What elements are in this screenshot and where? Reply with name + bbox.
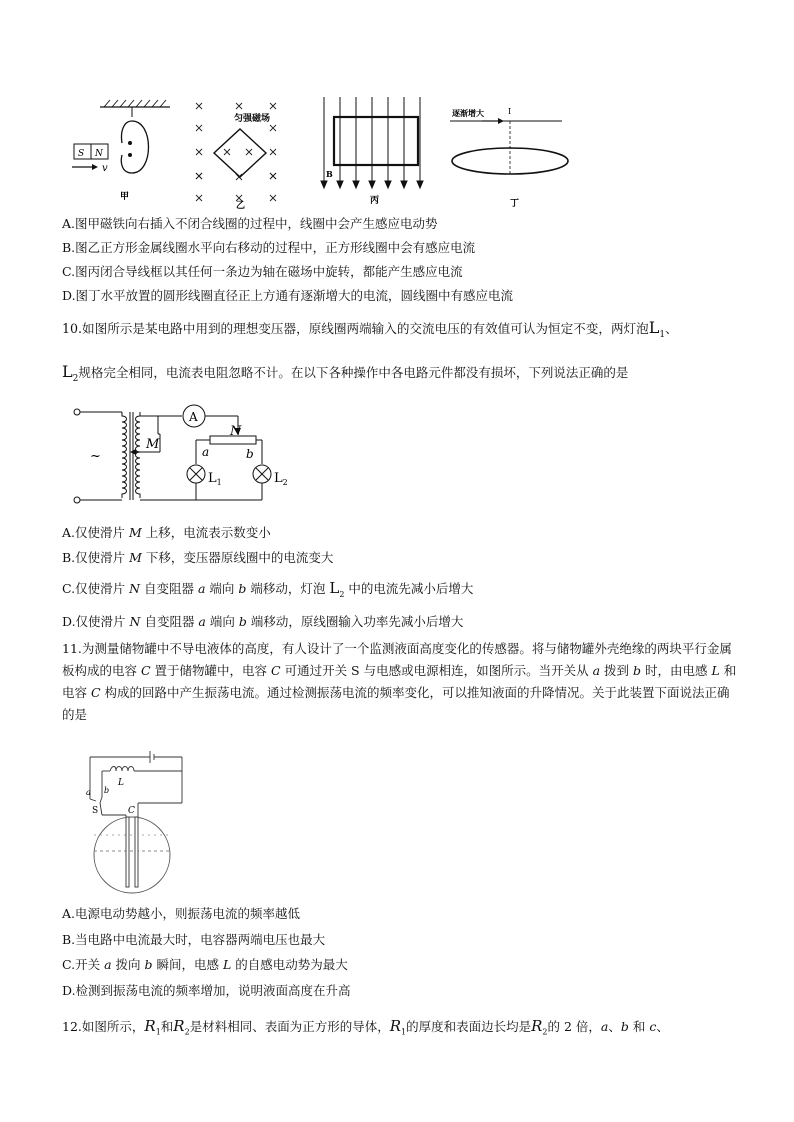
fig-label-yi: 乙 (236, 201, 246, 210)
ammeter-label: A (189, 410, 198, 424)
q10-stem-line2: $L_2$规格完全相同，电流表电阻忽略不计。在以下各种操作中各电路元件都没有损坏，下列说法正确的是 (62, 362, 629, 385)
rheostat-a-label: a (202, 445, 210, 459)
uniform-field-label: 匀强磁场 (234, 114, 271, 124)
q11-option-c: C.开关 a 拨向 b 瞬间，电感 L 的自感电动势为最大 (62, 957, 348, 972)
q12-stem: 12.如图所示，$R_1$和$R_2$是材料相同、表面为正方形的导体，$R_1$的厚度和表面边长均是$R_2$的 2 倍，a、b 和 c、 (62, 1017, 669, 1037)
q10-stem-line1: 10.如图所示是某电路中用到的理想变压器，原线圈两端输入的交流电压的有效值可认为恒定不变，两灯泡$L_1$、 (62, 318, 678, 341)
lamp-l2-label: $L_2$ (274, 471, 288, 487)
q11-stem: 11.为测量储物罐中不导电液体的高度，有人设计了一个监测液面高度变化的传感器。将与储物罐外壳绝缘的两块平行金属板构成的电容 C 置于储物罐中，电容 C 可通过开关 S 与电感或电源相连，如图所示。当开关从 a 拨到 b 时，由电感 L 和电容 C 构成的回路中产生振荡电流。通过检测振荡电流的频率变化，可以推知液面的升降情况。关于此装置下面说法正确的是 (62, 641, 737, 722)
q9-option-b: B.图乙正方形金属线圈水平向右移动的过程中，正方形线圈中会有感应电流 (62, 240, 476, 255)
q10-circuit (70, 402, 310, 512)
switch-s-label: S (92, 806, 99, 816)
q11-option-d: D.检测到振荡电流的频率增加，说明液面高度在升高 (62, 983, 351, 998)
magnet-n-label: N (95, 149, 103, 159)
fig-bing (321, 97, 423, 188)
q9-option-a: A.图甲磁铁向右插入不闭合线圈的过程中，线圈中会产生感应电动势 (62, 216, 438, 231)
lamp-l1-label: $L_1$ (208, 471, 222, 487)
velocity-label: v (102, 163, 108, 174)
q9-figures (62, 95, 582, 210)
fig-jia (72, 100, 170, 202)
q11-tank-circuit (86, 745, 196, 897)
switch-b-label: b (104, 786, 110, 795)
q10-option-c: C.仅使滑片 N 自变阻器 a 端向 b 端移动，灯泡 $L_2$ 中的电流先减小后增大 (62, 579, 474, 599)
q10-option-b: B.仅使滑片 M 下移，变压器原线圈中的电流变大 (62, 550, 334, 565)
q10-option-d: D.仅使滑片 N 自变阻器 a 端向 b 端移动，原线圈输入功率先减小后增大 (62, 614, 464, 629)
current-i-label: I (508, 107, 512, 116)
fig-label-bing: 丙 (370, 196, 380, 206)
increasing-label: 逐渐增大 (452, 108, 484, 118)
q10-option-a: A.仅使滑片 M 上移，电流表示数变小 (62, 525, 271, 540)
switch-a-label: a (86, 788, 91, 797)
inductor-l-label: L (118, 778, 124, 788)
q9-option-d: D.图丁水平放置的圆形线圈直径正上方通有逐渐增大的电流，圆线圈中有感应电流 (62, 288, 514, 303)
q11-option-a: A.电源电动势越小，则振荡电流的频率越低 (62, 906, 301, 921)
slider-n-label: N (230, 424, 242, 439)
fig-ding (450, 118, 568, 175)
magnet-s-label: S (78, 149, 85, 159)
fig-label-ding: 丁 (510, 199, 520, 209)
ac-source-symbol: ~ (90, 449, 101, 464)
slider-m-label: M (146, 437, 160, 452)
q11-option-b: B.当电路中电流最大时，电容器两端电压也最大 (62, 932, 326, 947)
rheostat-b-label: b (246, 447, 254, 461)
capacitor-c-label: C (128, 806, 135, 816)
fig-label-jia: 甲 (120, 192, 130, 202)
q9-option-c: C.图丙闭合导线框以其任何一条边为轴在磁场中旋转，都能产生感应电流 (62, 264, 463, 279)
field-b-label: B (326, 169, 333, 179)
